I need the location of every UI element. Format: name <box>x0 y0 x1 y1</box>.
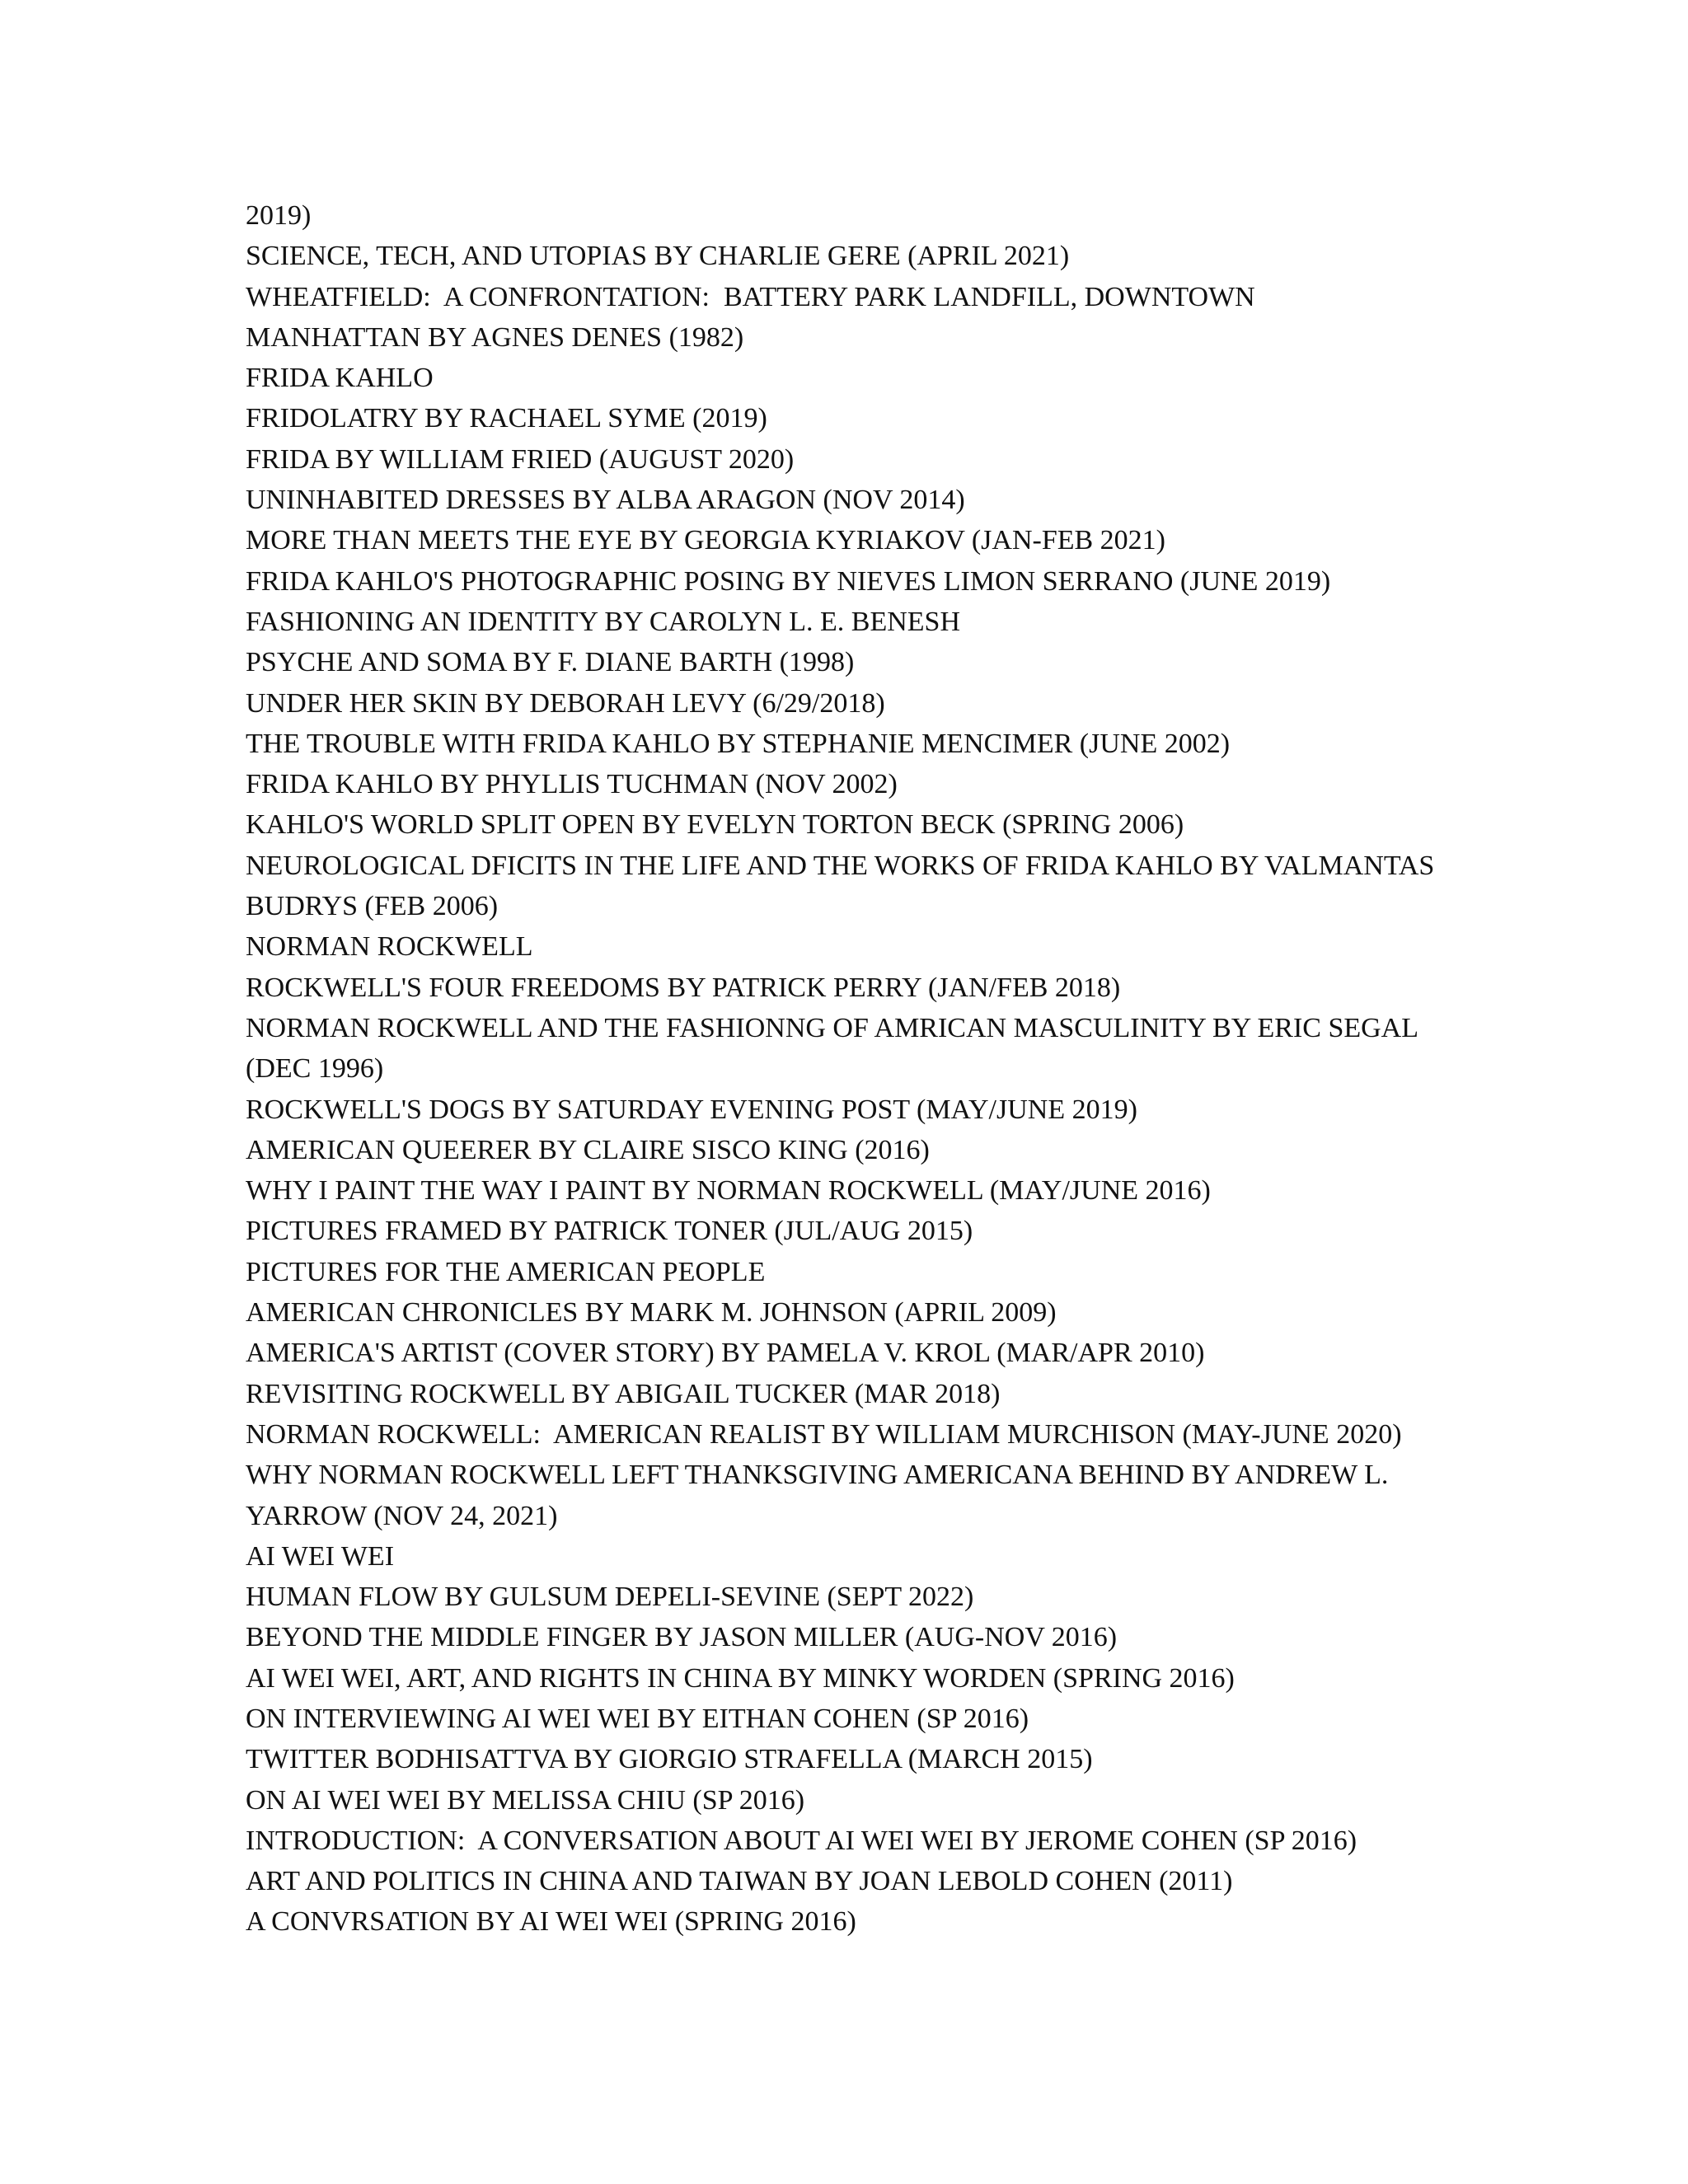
text-line: A CONVRSATION BY AI WEI WEI (SPRING 2016) <box>246 1906 856 1938</box>
text-line: PSYCHE AND SOMA BY F. DIANE BARTH (1998) <box>246 647 855 678</box>
text-line: UNDER HER SKIN BY DEBORAH LEVY (6/29/2018) <box>246 687 885 719</box>
text-line: HUMAN FLOW BY GULSUM DEPELI-SEVINE (SEPT 2022) <box>246 1582 974 1613</box>
bibliography-list <box>246 195 1531 1943</box>
text-line: TWITTER BODHISATTVA BY GIORGIO STRAFELLA (MARCH 2015) <box>246 1744 1093 1775</box>
text-line: ON AI WEI WEI BY MELISSA CHIU (SP 2016) <box>246 1784 805 1816</box>
text-line: AMERICA'S ARTIST (COVER STORY) BY PAMELA V. KROL (MAR/APR 2010) <box>246 1338 1205 1369</box>
text-line: FRIDA BY WILLIAM FRIED (AUGUST 2020) <box>246 443 795 475</box>
text-line: NORMAN ROCKWELL <box>246 931 533 963</box>
text-line: AI WEI WEI <box>246 1540 395 1572</box>
text-line: PICTURES FOR THE AMERICAN PEOPLE <box>246 1256 766 1287</box>
text-line: ART AND POLITICS IN CHINA AND TAIWAN BY JOAN LEBOLD COHEN (2011) <box>246 1866 1233 1897</box>
text-line: WHY I PAINT THE WAY I PAINT BY NORMAN ROCKWELL (MAY/JUNE 2016) <box>246 1175 1211 1207</box>
text-line: FRIDOLATRY BY RACHAEL SYME (2019) <box>246 403 767 434</box>
text-line: AMERICAN QUEERER BY CLAIRE SISCO KING (2016) <box>246 1134 930 1165</box>
text-line: NORMAN ROCKWELL AND THE FASHIONNG OF AMRICAN MASCULINITY BY ERIC SEGAL <box>246 1012 1419 1043</box>
text-line: THE TROUBLE WITH FRIDA KAHLO BY STEPHANIE MENCIMER (JUNE 2002) <box>246 728 1231 759</box>
text-line: WHEATFIELD: A CONFRONTATION: BATTERY PARK LANDFILL, DOWNTOWN <box>246 281 1255 312</box>
text-line: INTRODUCTION: A CONVERSATION ABOUT AI WEI WEI BY JEROME COHEN (SP 2016) <box>246 1825 1357 1856</box>
text-line: (DEC 1996) <box>246 1053 384 1085</box>
text-line: MORE THAN MEETS THE EYE BY GEORGIA KYRIAKOV (JAN-FEB 2021) <box>246 525 1166 556</box>
text-line: UNINHABITED DRESSES BY ALBA ARAGON (NOV 2014) <box>246 485 965 516</box>
text-line: MANHATTAN BY AGNES DENES (1982) <box>246 321 744 353</box>
text-line: NEUROLOGICAL DFICITS IN THE LIFE AND THE WORKS OF FRIDA KAHLO BY VALMANTAS <box>246 850 1435 881</box>
text-line: 2019) <box>246 200 312 231</box>
text-line: YARROW (NOV 24, 2021) <box>246 1500 558 1531</box>
text-line: KAHLO'S WORLD SPLIT OPEN BY EVELYN TORTON BECK (SPRING 2006) <box>246 809 1184 841</box>
text-line: FASHIONING AN IDENTITY BY CAROLYN L. E. BENESH <box>246 606 961 637</box>
text-line: ROCKWELL'S FOUR FREEDOMS BY PATRICK PERRY (JAN/FEB 2018) <box>246 972 1121 1003</box>
text-line: BUDRYS (FEB 2006) <box>246 891 499 922</box>
text-line: AI WEI WEI, ART, AND RIGHTS IN CHINA BY MINKY WORDEN (SPRING 2016) <box>246 1662 1235 1694</box>
text-line: FRIDA KAHLO'S PHOTOGRAPHIC POSING BY NIEVES LIMON SERRANO (JUNE 2019) <box>246 565 1331 597</box>
text-line: WHY NORMAN ROCKWELL LEFT THANKSGIVING AMERICANA BEHIND BY ANDREW L. <box>246 1460 1389 1491</box>
text-line: SCIENCE, TECH, AND UTOPIAS BY CHARLIE GERE (APRIL 2021) <box>246 241 1070 272</box>
text-line: BEYOND THE MIDDLE FINGER BY JASON MILLER (AUG-NOV 2016) <box>246 1622 1118 1653</box>
text-line: PICTURES FRAMED BY PATRICK TONER (JUL/AUG 2015) <box>246 1216 973 1247</box>
text-line: ROCKWELL'S DOGS BY SATURDAY EVENING POST (MAY/JUNE 2019) <box>246 1094 1137 1125</box>
text-line: NORMAN ROCKWELL: AMERICAN REALIST BY WILLIAM MURCHISON (MAY-JUNE 2020) <box>246 1418 1402 1450</box>
text-line: FRIDA KAHLO BY PHYLLIS TUCHMAN (NOV 2002) <box>246 769 898 800</box>
text-line: AMERICAN CHRONICLES BY MARK M. JOHNSON (APRIL 2009) <box>246 1297 1057 1329</box>
text-line: FRIDA KAHLO <box>246 363 434 394</box>
text-line: REVISITING ROCKWELL BY ABIGAIL TUCKER (MAR 2018) <box>246 1378 1001 1409</box>
text-line: ON INTERVIEWING AI WEI WEI BY EITHAN COHEN (SP 2016) <box>246 1703 1029 1734</box>
